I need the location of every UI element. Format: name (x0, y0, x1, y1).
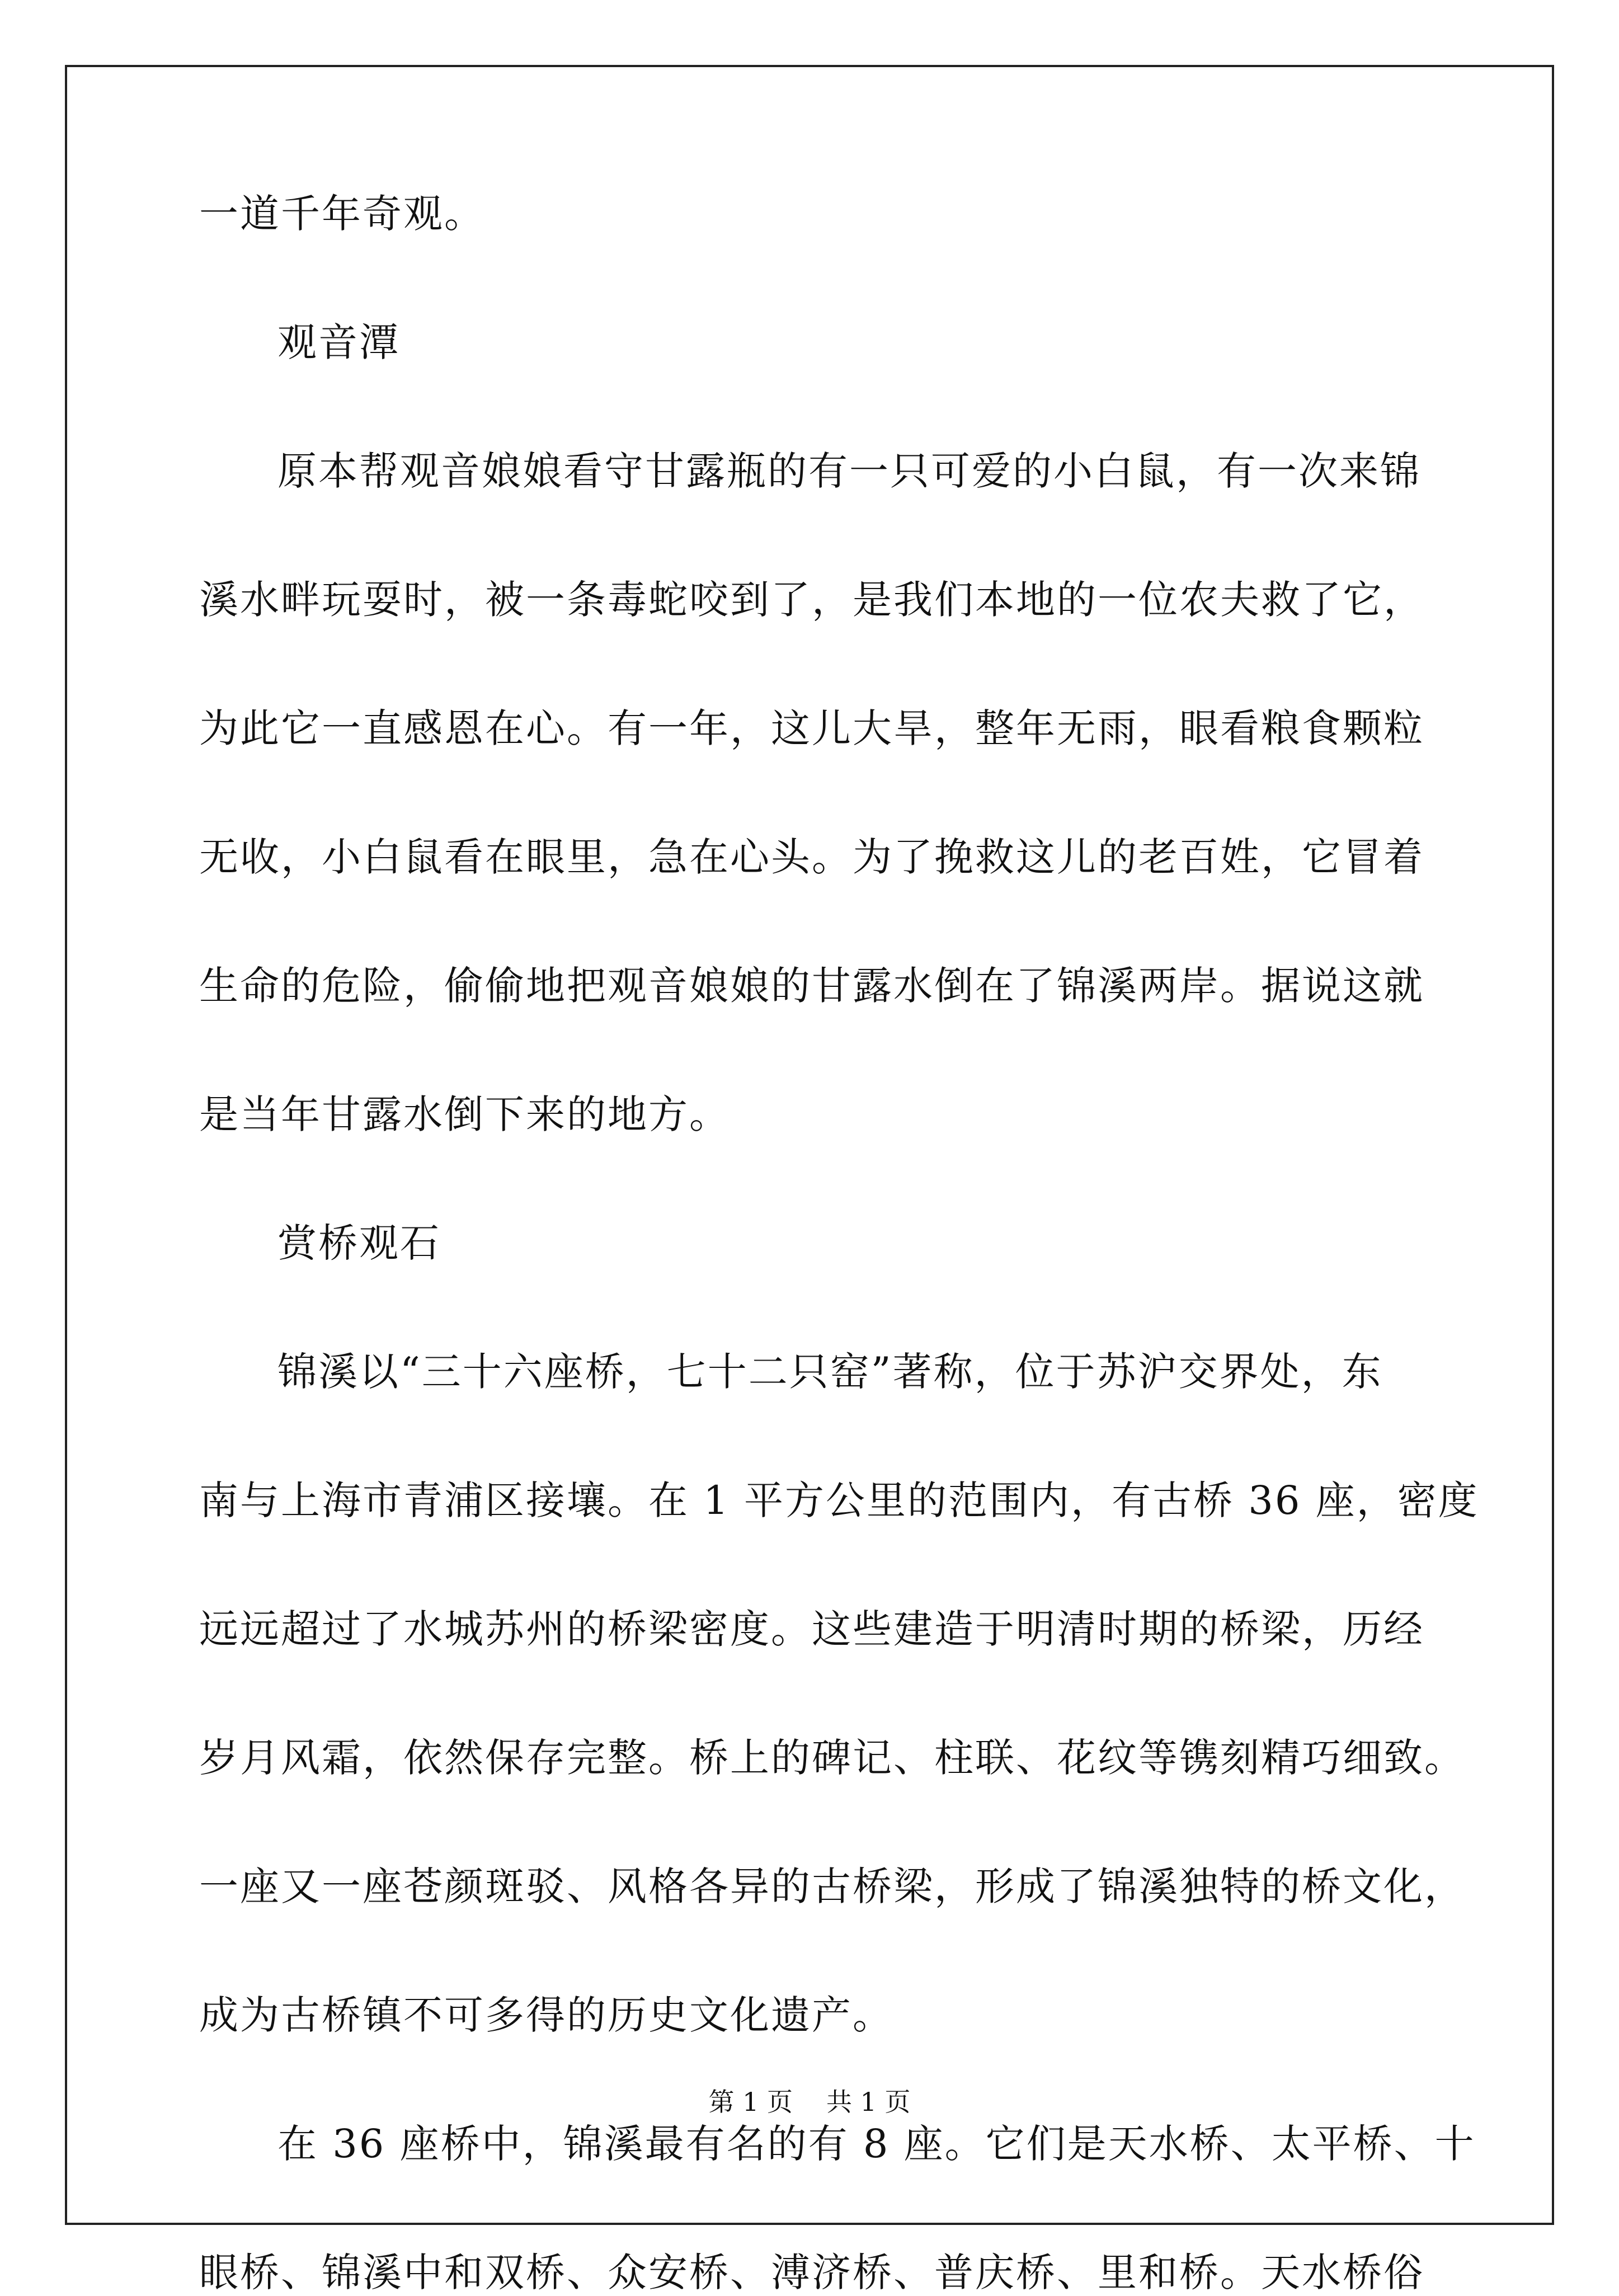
text-line: 在 36 座桥中，锦溪最有名的有 8 座。它们是天水桥、太平桥、十 (277, 2121, 1476, 2167)
text-line: 远远超过了水城苏州的桥梁密度。这些建造于明清时期的桥梁，历经 (199, 1606, 1424, 1652)
text-line: 南与上海市青浦区接壤。在 1 平方公里的范围内，有古桥 36 座，密度 (199, 1478, 1479, 1523)
text-line: 一座又一座苍颜斑驳、风格各异的古桥梁，形成了锦溪独特的桥文化， (199, 1864, 1465, 1909)
text-line: 是当年甘露水倒下来的地方。 (199, 1091, 730, 1137)
text-line: 锦溪以“三十六座桥，七十二只窑”著称，位于苏沪交界处，东 (277, 1349, 1383, 1395)
page-total: 共 1 页 (826, 2087, 911, 2117)
text-line: 一道千年奇观。 (199, 191, 485, 237)
text-line: 溪水畔玩耍时，被一条毒蛇咬到了，是我们本地的一位农夫救了它， (199, 577, 1424, 623)
text-line: 生命的危险，偷偷地把观音娘娘的甘露水倒在了锦溪两岸。据说这就 (199, 963, 1424, 1009)
text-line: 眼桥、锦溪中和双桥、众安桥、溥济桥、普庆桥、里和桥。天水桥俗 (199, 2250, 1424, 2295)
text-line: 成为古桥镇不可多得的历史文化遗产。 (199, 1992, 893, 2038)
text-line: 为此它一直感恩在心。有一年，这儿大旱，整年无雨，眼看粮食颗粒 (199, 705, 1424, 751)
text-line: 原本帮观音娘娘看守甘露瓶的有一只可爱的小白鼠，有一次来锦 (277, 448, 1421, 494)
page-number: 第 1 页 (708, 2087, 793, 2117)
page-footer (0, 2085, 1619, 2119)
text-line: 岁月风霜，依然保存完整。桥上的碑记、柱联、花纹等镌刻精巧细致。 (199, 1735, 1465, 1781)
section-heading: 观音潭 (277, 319, 400, 365)
text-line: 无收，小白鼠看在眼里，急在心头。为了挽救这儿的老百姓，它冒着 (199, 834, 1424, 880)
section-heading: 赏桥观石 (277, 1220, 441, 1266)
